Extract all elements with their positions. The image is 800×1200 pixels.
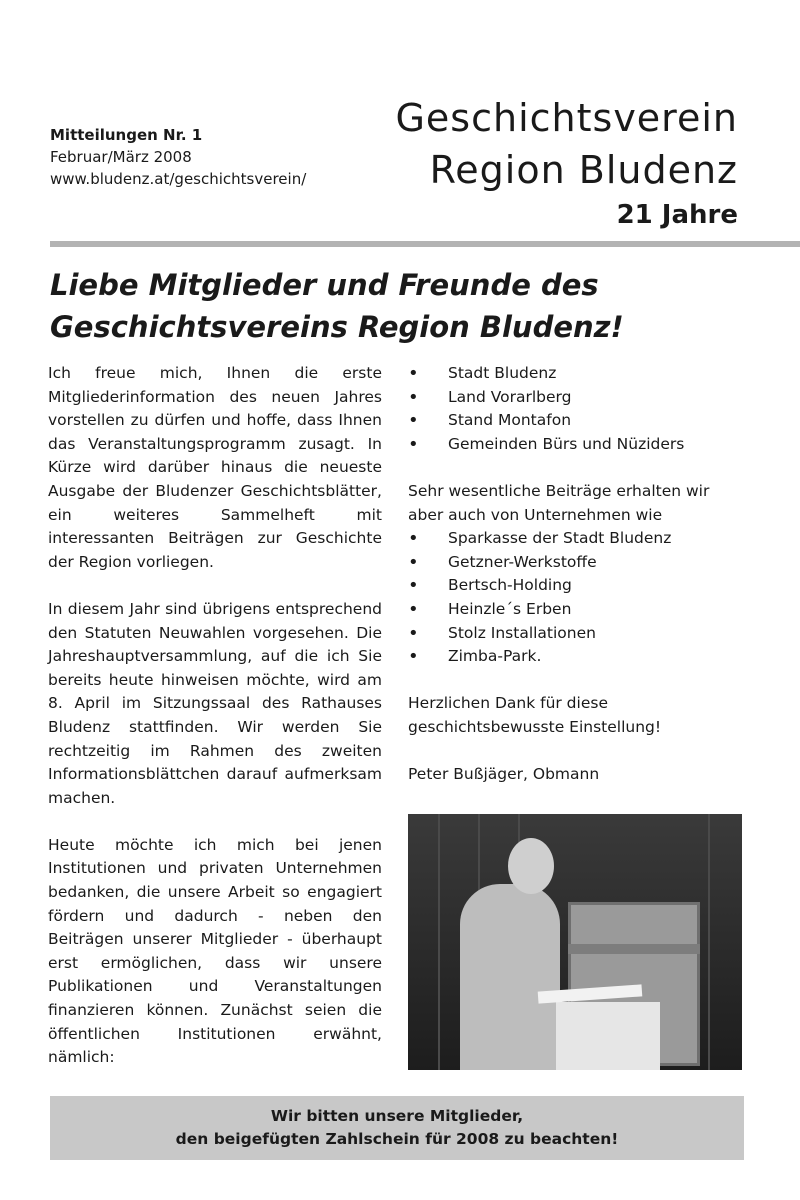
list-item: • Stadt Bludenz <box>408 362 748 386</box>
speaker-figure <box>460 884 560 1070</box>
organization-title <box>395 92 738 196</box>
right-column <box>408 362 748 787</box>
organization-title-line1: Geschichtsverein <box>395 96 738 140</box>
speaker-photo <box>408 814 742 1070</box>
list-item: • Getzner-Werkstoffe <box>408 551 748 575</box>
list-item: • Stolz Installationen <box>408 622 748 646</box>
list-item: • Land Vorarlberg <box>408 386 748 410</box>
membership-notice <box>50 1096 744 1160</box>
sponsors-paragraph: Heute möchte ich mich bei jenen Institutionen und privaten Unternehmen bedanken, die unsere Arbeit so engagiert fördern und dadurch - neben den Beiträgen unserer Mitglieder - überhaupt erst ermöglichen, dass wir unsere Publikationen und Veranstaltungen finanzieren können. Zunächst seien die öffentlichen Institutionen erwähnt, nämlich: <box>48 835 382 1067</box>
intro-paragraph: Ich freue mich, Ihnen die erste Mitgliederinformation des neuen Jahres vorstellen zu dürfen und hoffe, dass Ihnen das Veranstaltungsprogramm zusagt. In Kürze wird darüber hinaus die neueste Ausgabe der Bludenzer Geschichtsblätter, ein weiteres Sammelheft mit interessanten Beiträgen zur Geschichte der Region vorliegen. <box>48 364 382 571</box>
masthead-info <box>50 124 306 190</box>
list-item: • Sparkasse der Stadt Bludenz <box>408 527 748 551</box>
headline-line1: Liebe Mitglieder und Freunde des <box>50 268 599 302</box>
signature: Peter Bußjäger, Obmann <box>408 765 600 784</box>
page-headline <box>50 264 770 348</box>
list-item: • Stand Montafon <box>408 409 748 433</box>
lectern <box>556 1002 660 1070</box>
list-item: • Zimba-Park. <box>408 645 748 669</box>
headline-line2: Geschichtsvereins Region Bludenz! <box>50 310 624 344</box>
organization-title-line2: Region Bludenz <box>429 148 738 192</box>
notice-line2: den beigefügten Zahlschein für 2008 zu beachten! <box>175 1130 619 1148</box>
elections-paragraph: In diesem Jahr sind übrigens entsprechend den Statuten Neuwahlen vorgesehen. Die Jahreshauptversammlung, auf die ich Sie bereits heute hinweisen möchte, wird am 8. April im Sitzungssaal des Rathauses Bludenz stattfinden. Wir werden Sie rechtzeitig im Rahmen des zweiten Informationsblättchen darauf aufmerksam machen. <box>48 599 382 807</box>
companies-list <box>408 527 748 669</box>
list-item: • Heinzle´s Erben <box>408 598 748 622</box>
institutions-list <box>408 362 748 456</box>
speaker-head <box>508 838 554 894</box>
notice-line1: Wir bitten unsere Mitglieder, <box>270 1107 524 1125</box>
companies-intro: Sehr wesentliche Beiträge erhalten wir aber auch von Unternehmen wie <box>408 481 710 524</box>
issue-date: Februar/März 2008 <box>50 148 192 166</box>
thanks-text: Herzlichen Dank für diese geschichtsbewusste Einstellung! <box>408 694 662 736</box>
issue-number: Mitteilungen Nr. 1 <box>50 126 203 144</box>
list-item: • Bertsch-Holding <box>408 574 748 598</box>
header-divider <box>50 241 800 247</box>
list-item: • Gemeinden Bürs und Nüziders <box>408 433 748 457</box>
anniversary-label: 21 Jahre <box>616 200 738 230</box>
left-column <box>48 362 382 1093</box>
website-url: www.bludenz.at/geschichtsverein/ <box>50 170 307 188</box>
